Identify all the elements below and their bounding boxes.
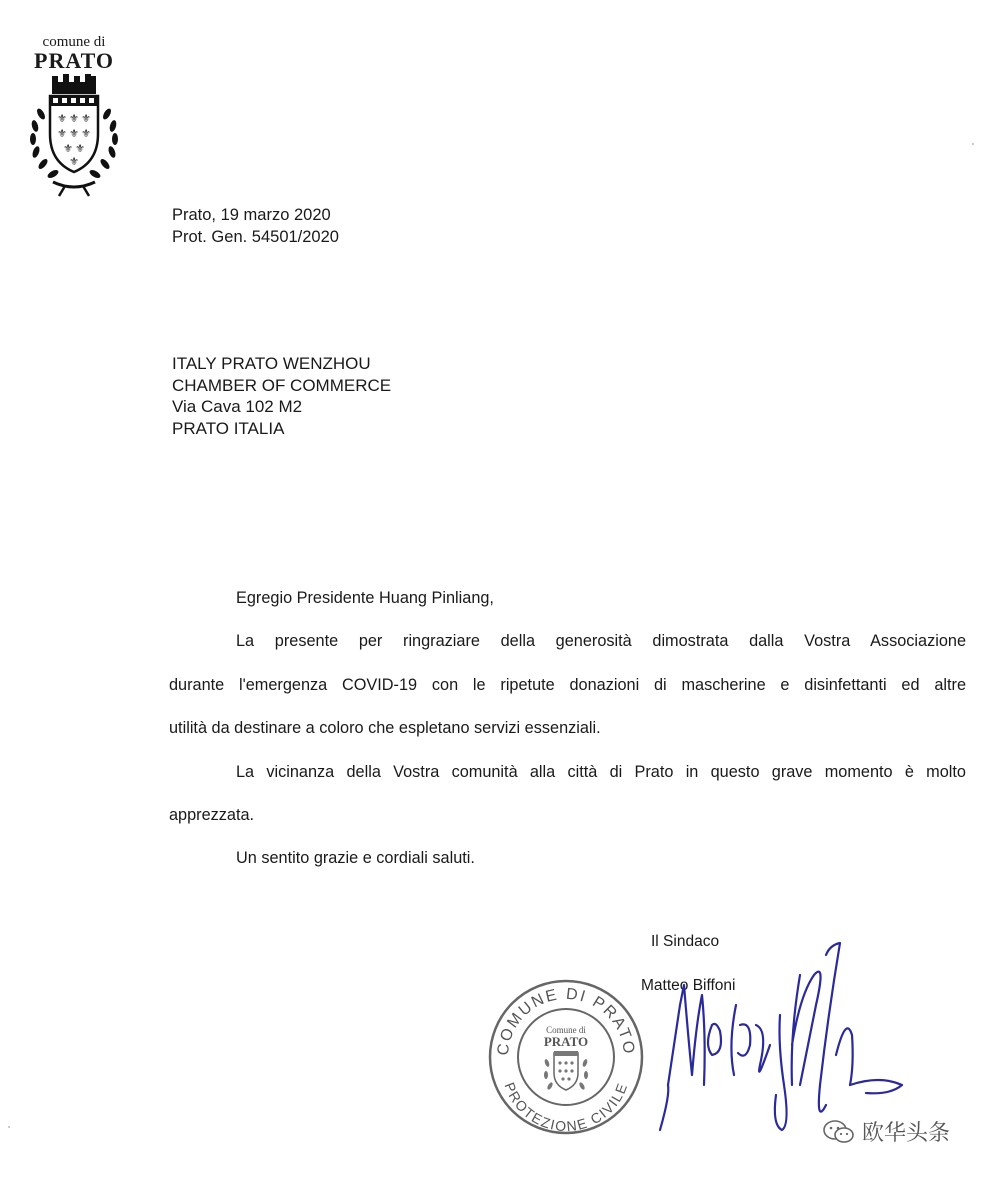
recipient-address — [172, 353, 391, 439]
body-line: La vicinanza della Vostra comunità alla città di Prato in questo grave momento è molto — [236, 763, 966, 781]
svg-text:⚜: ⚜ — [69, 112, 79, 125]
stamp-top-text: COMUNE DI PRATO — [494, 985, 638, 1057]
svg-text:⚜: ⚜ — [63, 142, 73, 155]
handwritten-signature — [640, 935, 920, 1135]
svg-text:⚜: ⚜ — [81, 112, 91, 125]
letter-date: Prato, 19 marzo 2020 — [172, 206, 331, 224]
svg-text:⚜: ⚜ — [81, 127, 91, 140]
svg-text:PROTEZIONE CIVILE — [501, 1080, 630, 1134]
date-block — [172, 204, 339, 248]
svg-text:⚜: ⚜ — [57, 127, 67, 140]
signatory-title: Il Sindaco — [651, 933, 720, 950]
salutation: Egregio Presidente Huang Pinliang, — [236, 589, 494, 607]
source-watermark — [822, 1116, 950, 1147]
stamp-bottom-text: PROTEZIONE CIVILE — [501, 1080, 631, 1135]
recipient-line: Via Cava 102 M2 — [172, 397, 303, 416]
body-line: durante l'emergenza COVID-19 con le ripetute donazioni di mascherine e disinfettanti ed altre — [169, 676, 966, 694]
letterhead-logo — [18, 34, 130, 199]
watermark-text: 欧华头条 — [862, 1121, 951, 1146]
stamp-inner-big: PRATO — [543, 1034, 589, 1049]
recipient-line: ITALY PRATO WENZHOU — [172, 354, 371, 373]
civil-protection-stamp — [486, 977, 646, 1137]
body-line: La presente per ringraziare della generosità dimostrata dalla Vostra Associazione — [236, 632, 966, 650]
letterhead-line1: comune di — [42, 34, 106, 50]
protocol-number: Prot. Gen. 54501/2020 — [172, 228, 339, 246]
scan-speck — [8, 1126, 10, 1128]
body-line: apprezzata. — [169, 806, 255, 824]
stamp-inner-small: Comune di — [546, 1025, 586, 1035]
scan-speck — [972, 143, 974, 145]
svg-text:⚜: ⚜ — [75, 142, 85, 155]
letterhead-line2: PRATO — [34, 48, 114, 73]
body-line: utilità da destinare a coloro che espletano servizi essenziali. — [169, 719, 601, 737]
svg-text:⚜: ⚜ — [69, 155, 79, 168]
svg-text:⚜: ⚜ — [69, 127, 79, 140]
recipient-line: CHAMBER OF COMMERCE — [172, 375, 392, 395]
closing-line: Un sentito grazie e cordiali saluti. — [236, 849, 475, 867]
coat-of-arms-icon — [19, 74, 129, 199]
svg-text:⚜: ⚜ — [57, 112, 67, 125]
recipient-line: PRATO ITALIA — [172, 418, 285, 438]
signatory-name: Matteo Biffoni — [641, 977, 736, 994]
wechat-icon — [822, 1119, 856, 1145]
